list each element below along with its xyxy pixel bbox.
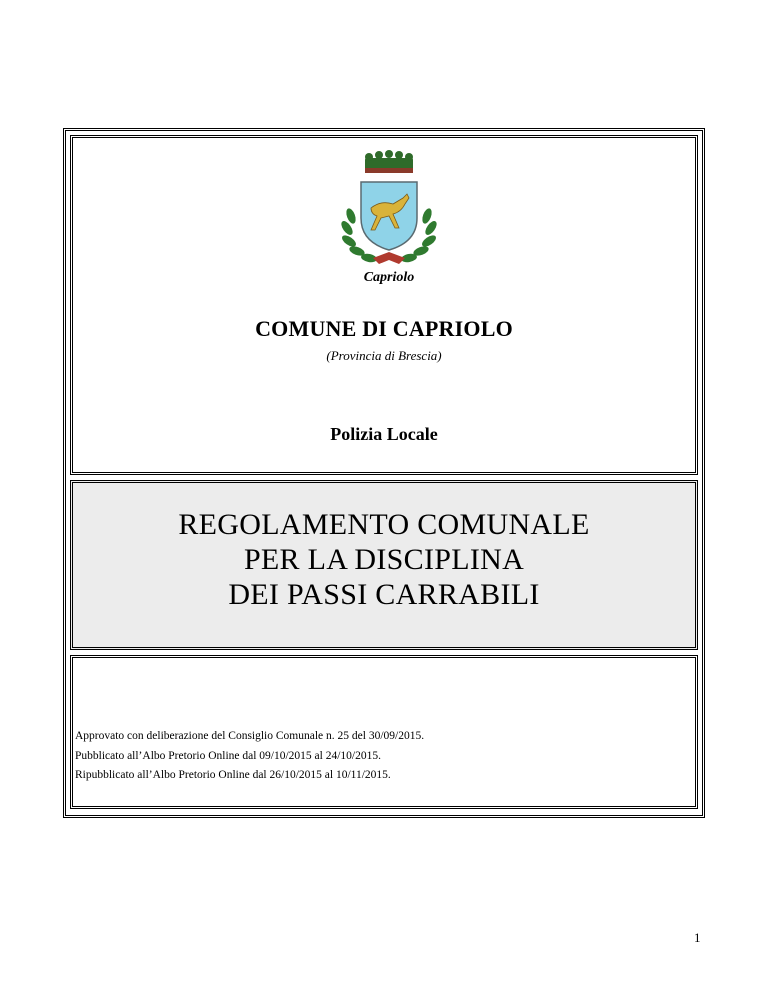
approval-line: Approvato con deliberazione del Consiglio Comunale n. 25 del 30/09/2015. xyxy=(75,730,425,742)
title-line-1: REGOLAMENTO COMUNALE xyxy=(178,508,590,541)
header-box xyxy=(70,135,698,475)
document-title xyxy=(73,507,695,612)
title-line-3: DEI PASSI CARRABILI xyxy=(228,578,540,611)
coat-of-arms-icon xyxy=(337,146,441,286)
emblem-caption: Capriolo xyxy=(363,270,415,285)
document-frame xyxy=(63,128,705,818)
ribbon-icon xyxy=(373,252,405,264)
crown-icon xyxy=(365,150,413,173)
comune-name: COMUNE DI CAPRIOLO xyxy=(255,316,513,341)
ente-label: Polizia Locale xyxy=(330,424,438,444)
publication-line: Pubblicato all’Albo Pretorio Online dal 09/10/2015 al 24/10/2015. xyxy=(75,749,381,762)
approval-notes xyxy=(75,727,424,786)
provincia-label: (Provincia di Brescia) xyxy=(326,348,442,363)
approval-box xyxy=(70,655,698,809)
title-box xyxy=(70,480,698,650)
republication-line: Ripubblicato all’Albo Pretorio Online dal 26/10/2015 al 10/11/2015. xyxy=(75,769,391,781)
title-line-2: PER LA DISCIPLINA xyxy=(243,543,525,576)
page-number: 1 xyxy=(694,930,701,945)
coat-of-arms-graphic xyxy=(337,146,441,274)
